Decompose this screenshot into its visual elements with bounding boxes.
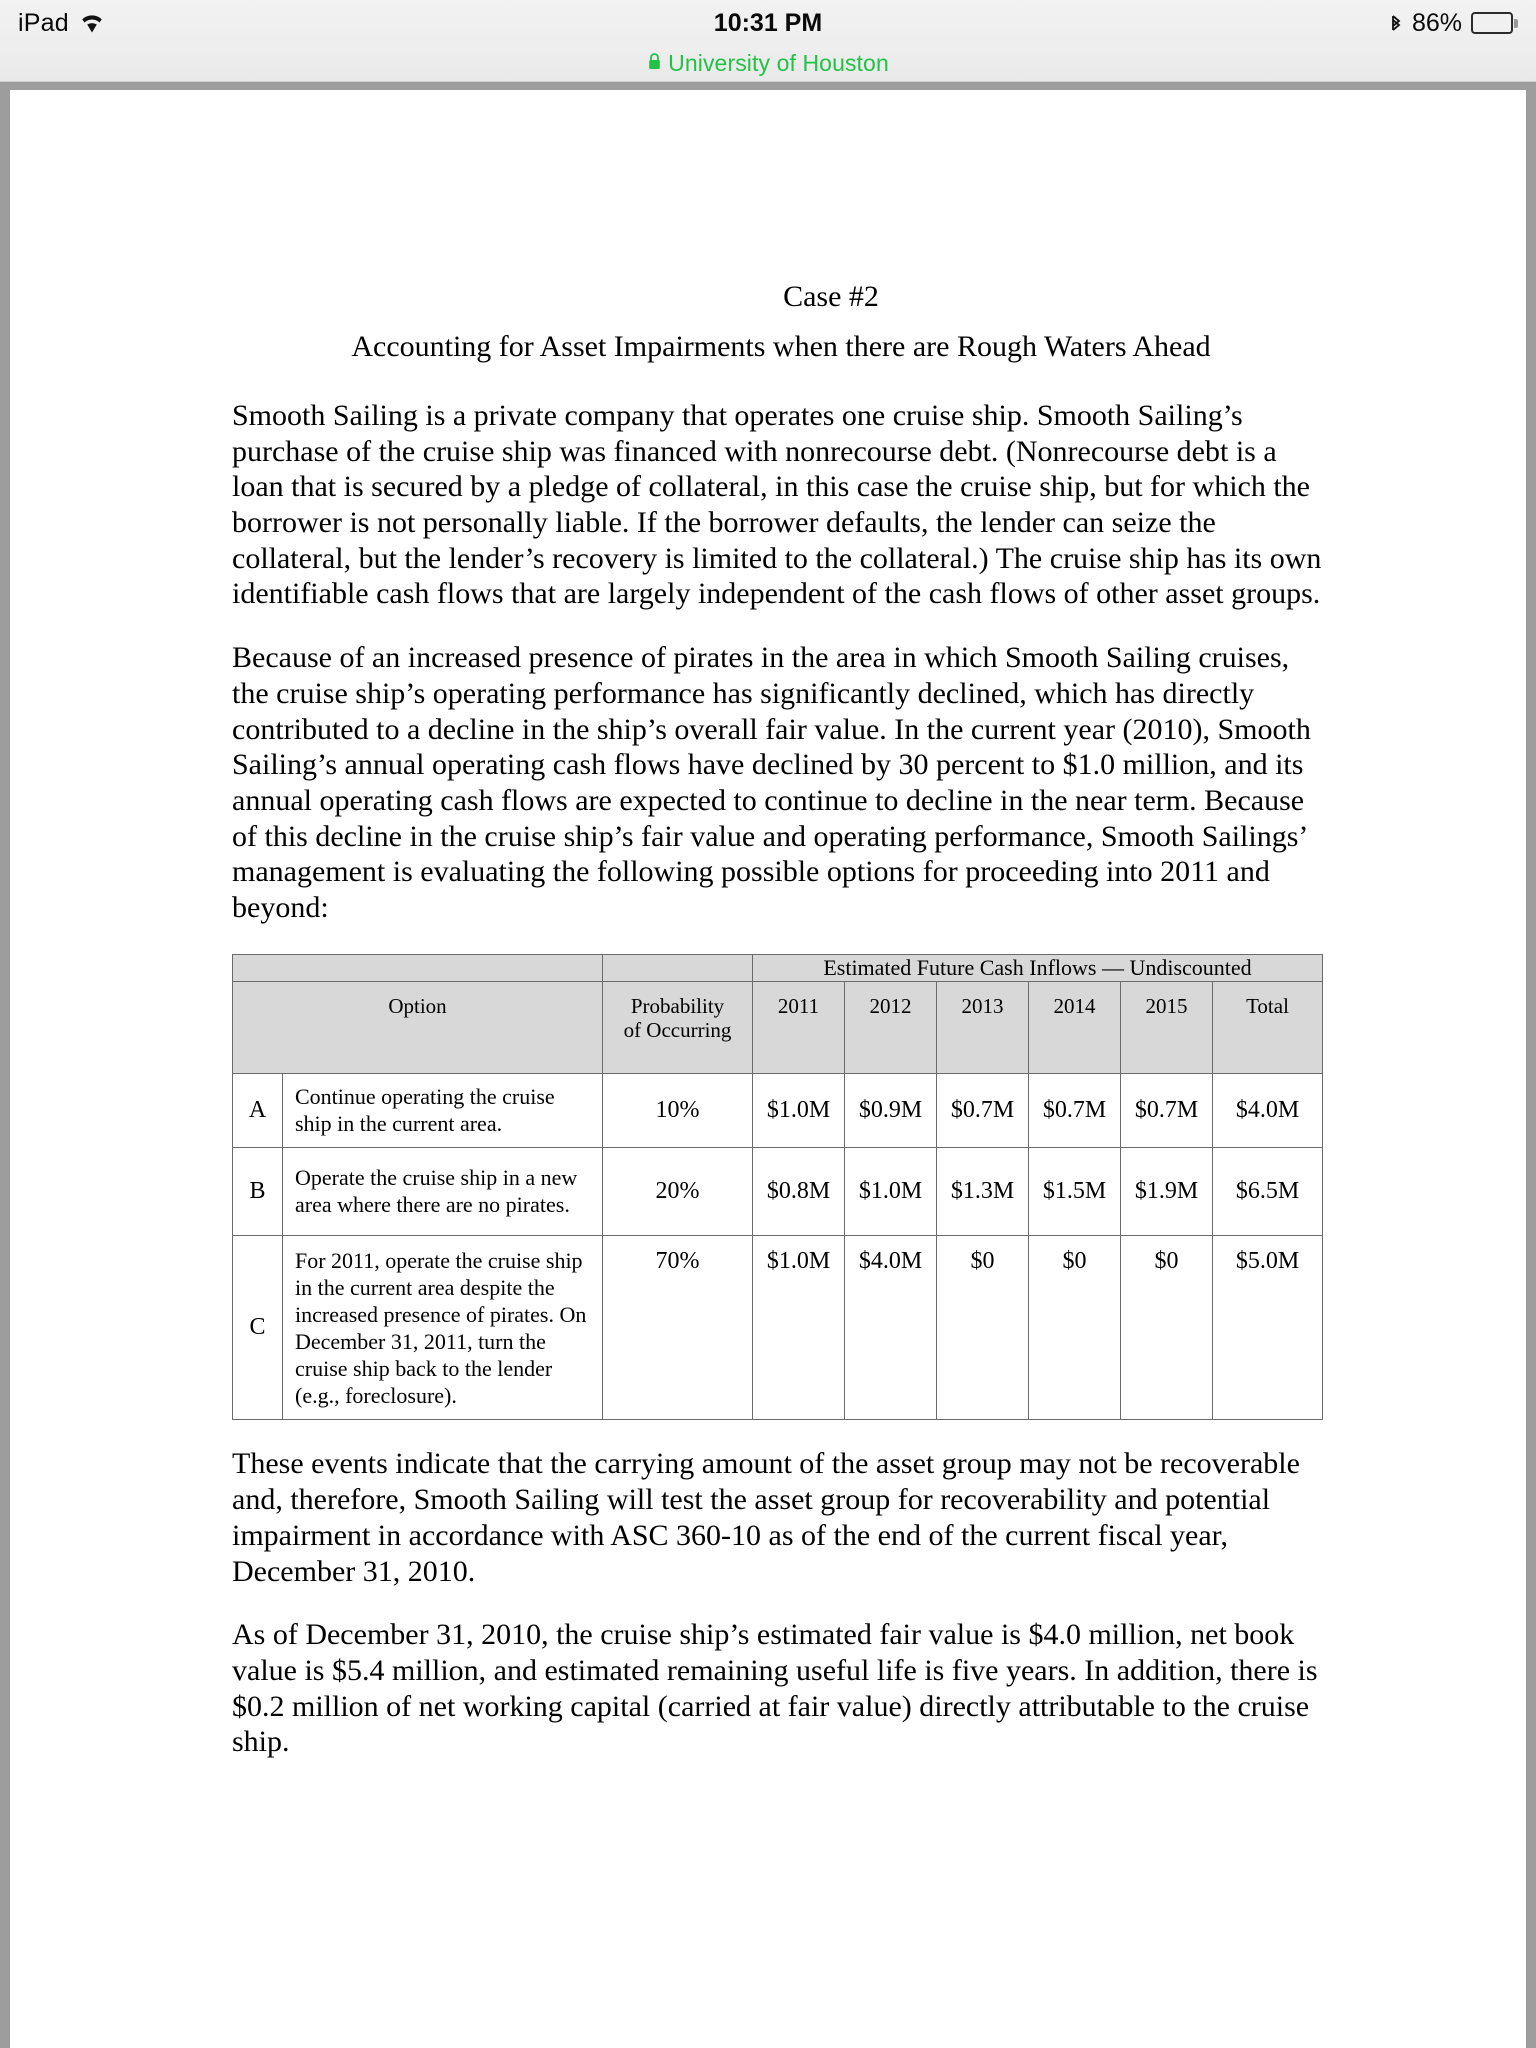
options-table — [232, 954, 1323, 1421]
row-total: $6.5M — [1213, 1148, 1323, 1236]
row-total: $4.0M — [1213, 1073, 1323, 1148]
band-estimated-cash-inflows: Estimated Future Cash Inflows — Undiscounted — [753, 954, 1323, 981]
paragraph-pirates: Because of an increased presence of pirates in the area in which Smooth Sailing cruises, the cruise ship’s operating performance has significantly declined, which has directly contributed to a decline in the ship’s overall fair value. In the current year (2010), Smooth Sailing’s annual operating cash flows have declined by 30 percent to $1.0 million, and its annual operating cash flows are expected to continue to decline in the near term. Because of this decline in the cruise ship’s fair value and operating performance, Smooth Sailings’ management is evaluating the following possible options for proceeding into 2011 and beyond: — [232, 641, 1311, 924]
header-2014: 2014 — [1029, 981, 1121, 1073]
battery-percent-label: 86% — [1411, 8, 1462, 37]
header-probability — [603, 981, 753, 1073]
header-2013: 2013 — [937, 981, 1029, 1073]
bluetooth-icon — [1389, 11, 1403, 35]
row-letter: A — [233, 1073, 283, 1148]
row-2014: $0 — [1029, 1236, 1121, 1420]
row-total: $5.0M — [1213, 1236, 1323, 1420]
ios-status-bar — [0, 0, 1536, 46]
row-description: Continue operating the cruise ship in the current area. — [283, 1073, 603, 1148]
document-viewport[interactable] — [0, 82, 1536, 2048]
row-letter: C — [233, 1236, 283, 1420]
status-bar-clock: 10:31 PM — [713, 8, 823, 37]
browser-site-bar[interactable] — [0, 46, 1536, 82]
row-2013: $0 — [937, 1236, 1029, 1420]
row-probability: 70% — [603, 1236, 753, 1420]
row-probability: 10% — [603, 1073, 753, 1148]
row-letter: B — [233, 1148, 283, 1236]
row-2012: $1.0M — [845, 1148, 937, 1236]
table-row — [233, 1236, 1323, 1420]
row-2014: $0.7M — [1029, 1073, 1121, 1148]
row-2014: $1.5M — [1029, 1148, 1121, 1236]
band-blank-option — [233, 954, 603, 981]
row-2012: $0.9M — [845, 1073, 937, 1148]
row-description: Operate the cruise ship in a new area where there are no pirates. — [283, 1148, 603, 1236]
row-2015: $0.7M — [1121, 1073, 1213, 1148]
header-2012: 2012 — [845, 981, 937, 1073]
row-description: For 2011, operate the cruise ship in the current area despite the increased presence of pirates. On December 31, 2011, turn the cruise ship back to the lender (e.g., foreclosure). — [283, 1236, 603, 1420]
row-2011: $1.0M — [753, 1073, 845, 1148]
band-blank-probability — [603, 954, 753, 981]
header-2011: 2011 — [753, 981, 845, 1073]
status-bar-left — [18, 9, 105, 38]
document-page — [10, 90, 1526, 2048]
header-probability-line1: Probability — [630, 993, 725, 1018]
wifi-icon — [79, 12, 105, 34]
table-row — [233, 1073, 1323, 1148]
table-row — [233, 1148, 1323, 1236]
table-band-header-row — [233, 954, 1323, 981]
row-2011: $1.0M — [753, 1236, 845, 1420]
status-bar-right — [1389, 9, 1518, 38]
row-2011: $0.8M — [753, 1148, 845, 1236]
header-2015: 2015 — [1121, 981, 1213, 1073]
row-2012: $4.0M — [845, 1236, 937, 1420]
row-2015: $0 — [1121, 1236, 1213, 1420]
site-name-label: University of Houston — [668, 50, 889, 76]
row-2013: $0.7M — [937, 1073, 1029, 1148]
battery-icon — [1471, 12, 1518, 34]
table-header-row — [233, 981, 1323, 1073]
case-subtitle: Accounting for Asset Impairments when there are Rough Waters Ahead — [351, 330, 1211, 363]
case-title: Case #2 — [783, 280, 879, 313]
row-2015: $1.9M — [1121, 1148, 1213, 1236]
header-option: Option — [233, 981, 603, 1073]
row-probability: 20% — [603, 1148, 753, 1236]
header-total: Total — [1213, 981, 1323, 1073]
lock-icon — [647, 50, 662, 77]
paragraph-recoverability: These events indicate that the carrying amount of the asset group may not be recoverable and, therefore, Smooth Sailing will test the asset group for recoverability and potential impairment in accordance with ASC 360-10 as of the end of the current fiscal year, December 31, 2010. — [232, 1447, 1300, 1588]
paragraph-intro: Smooth Sailing is a private company that operates one cruise ship. Smooth Sailing’s purchase of the cruise ship was financed with nonrecourse debt. (Nonrecourse debt is a loan that is secured by a pledge of collateral, in this case the cruise ship, but for which the borrower is not personally liable. If the borrower defaults, the lender can seize the collateral, but the lender’s recovery is limited to the collateral.) The cruise ship has its own identifiable cash flows that are largely independent of the cash flows of other asset groups. — [232, 399, 1322, 611]
header-probability-line2: of Occurring — [623, 1018, 732, 1043]
row-2013: $1.3M — [937, 1148, 1029, 1236]
paragraph-fair-value: As of December 31, 2010, the cruise ship’s estimated fair value is $4.0 million, net book value is $5.4 million, and estimated remaining useful life is five years. In addition, there is $0.2 million of net working capital (carried at fair value) directly attributable to the cruise ship. — [232, 1618, 1318, 1759]
device-label: iPad — [18, 8, 69, 37]
